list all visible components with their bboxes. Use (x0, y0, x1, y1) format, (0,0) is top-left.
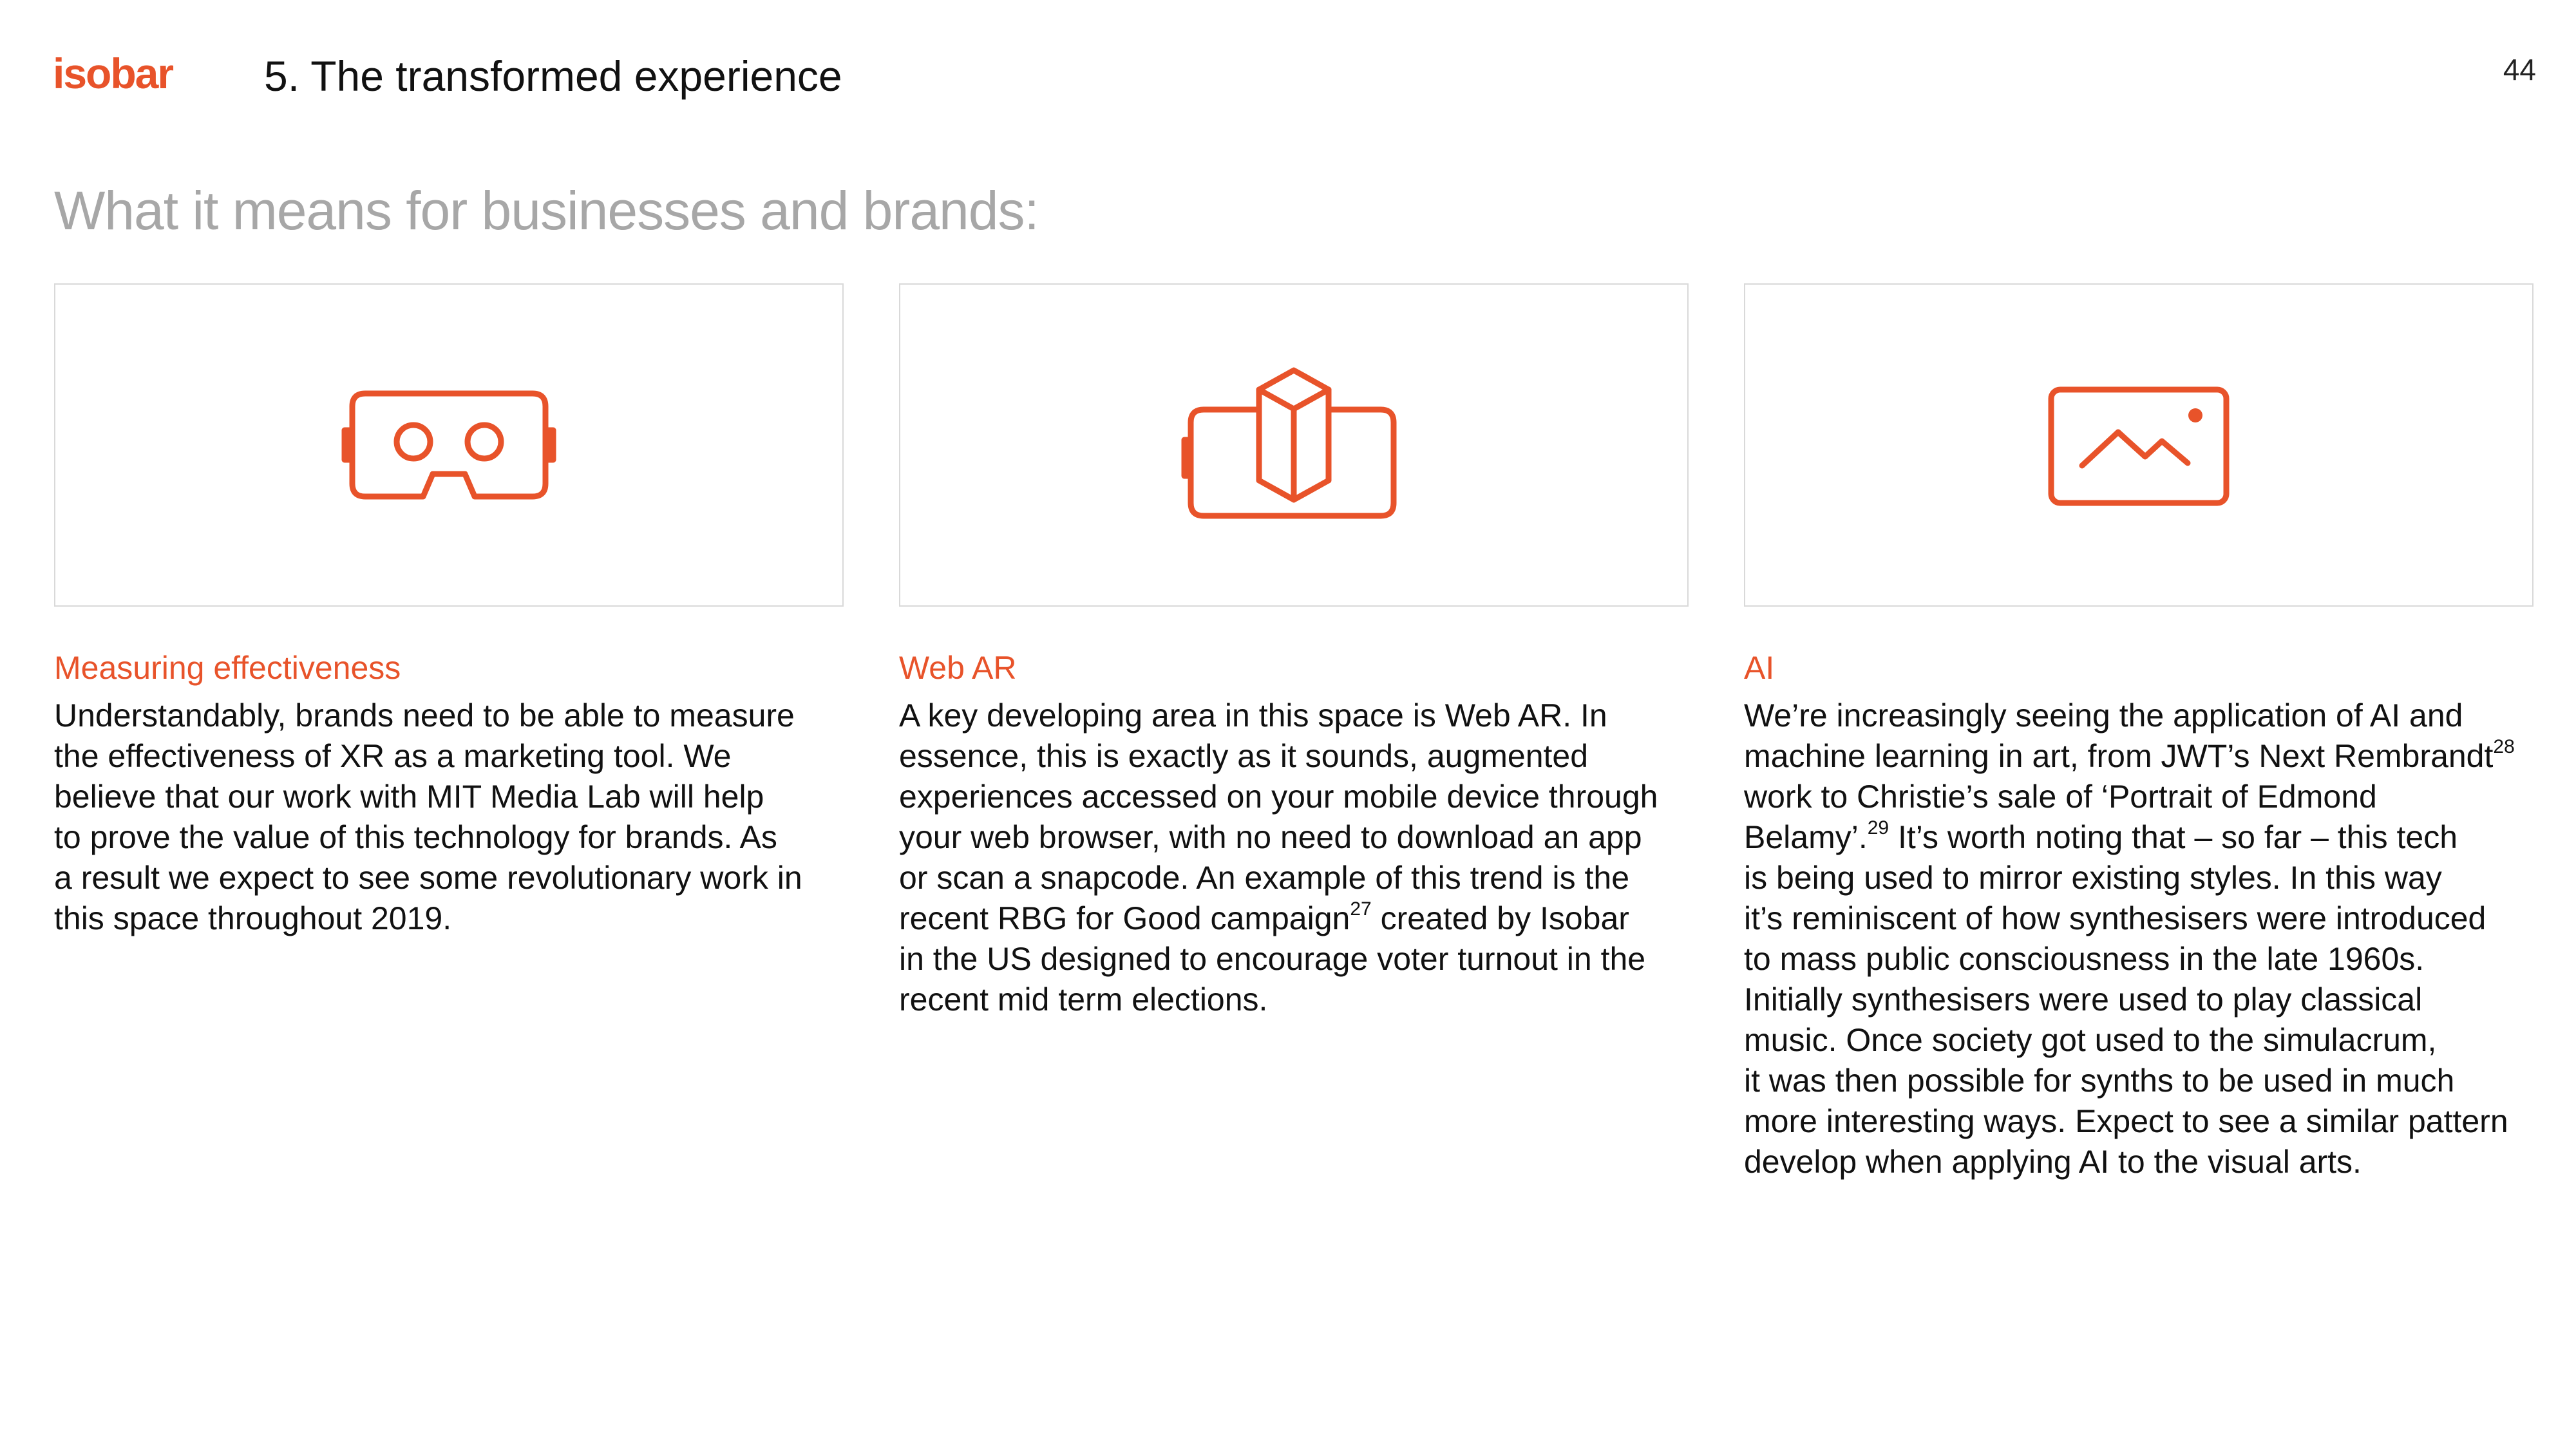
column-body (899, 696, 1691, 1020)
body-text: A key developing area in this space is Web AR. In essence, this is exactly as it sounds, augmented experiences accessed on your mobile device through your web browser, with no need to download an app or scan a snapcode. An example of this trend is the recent RBG for Good campaign (899, 697, 1658, 936)
column-body: Understandably, brands need to be able to measure the effectiveness of XR as a marketing tool. We believe that our work with MIT Media Lab will help to prove the value of this technology for brands. As a result we expect to see some revolutionary work in this space throughout 2019. (54, 697, 802, 936)
column-title: AI (1744, 650, 1775, 686)
footnote-ref[interactable]: 29 (1867, 817, 1889, 839)
body-text: It’s worth noting that – so far – this tech is being used to mirror existing styles. In this way it’s reminiscent of how synthesisers were introduced to mass public consciousness in the late 1960s. Initially synthesisers were used to play classical music. Once society got used to the simulacrum, it was then possible for synths to be used in much more interesting ways. Expect to see a similar pattern develop when applying AI to the visual arts. (1744, 819, 2508, 1180)
body-text: work to Christie’s sale of ‘Portrait of Edmond Belamy’. (1744, 779, 2377, 855)
column-title: Measuring effectiveness (54, 650, 401, 686)
column-web-ar (899, 283, 1691, 1020)
body-text: created by Isobar in the US designed to encourage voter turnout in the recent mid term elections. (899, 900, 1646, 1018)
page-heading: What it means for businesses and brands: (54, 180, 1039, 241)
footnote-ref[interactable]: 28 (2493, 736, 2515, 758)
column-body (1744, 696, 2536, 1182)
column-measuring-effectiveness (54, 283, 846, 939)
icon-card (1744, 283, 2533, 607)
icon-card (899, 283, 1689, 607)
page-number: 44 (2503, 53, 2536, 86)
isobar-logo: isobar (53, 50, 173, 97)
section-title: 5. The transformed experience (264, 52, 842, 100)
body-text: We’re increasingly seeing the application of AI and machine learning in art, from JWT’s Next Rembrandt (1744, 697, 2494, 774)
column-title: Web AR (899, 650, 1017, 686)
footnote-ref[interactable]: 27 (1350, 898, 1372, 920)
icon-card (54, 283, 844, 607)
phone-ar-cube-icon (1178, 361, 1410, 529)
image-landscape-icon (2036, 374, 2242, 516)
vr-headset-icon (333, 381, 565, 509)
column-ai (1744, 283, 2536, 1182)
